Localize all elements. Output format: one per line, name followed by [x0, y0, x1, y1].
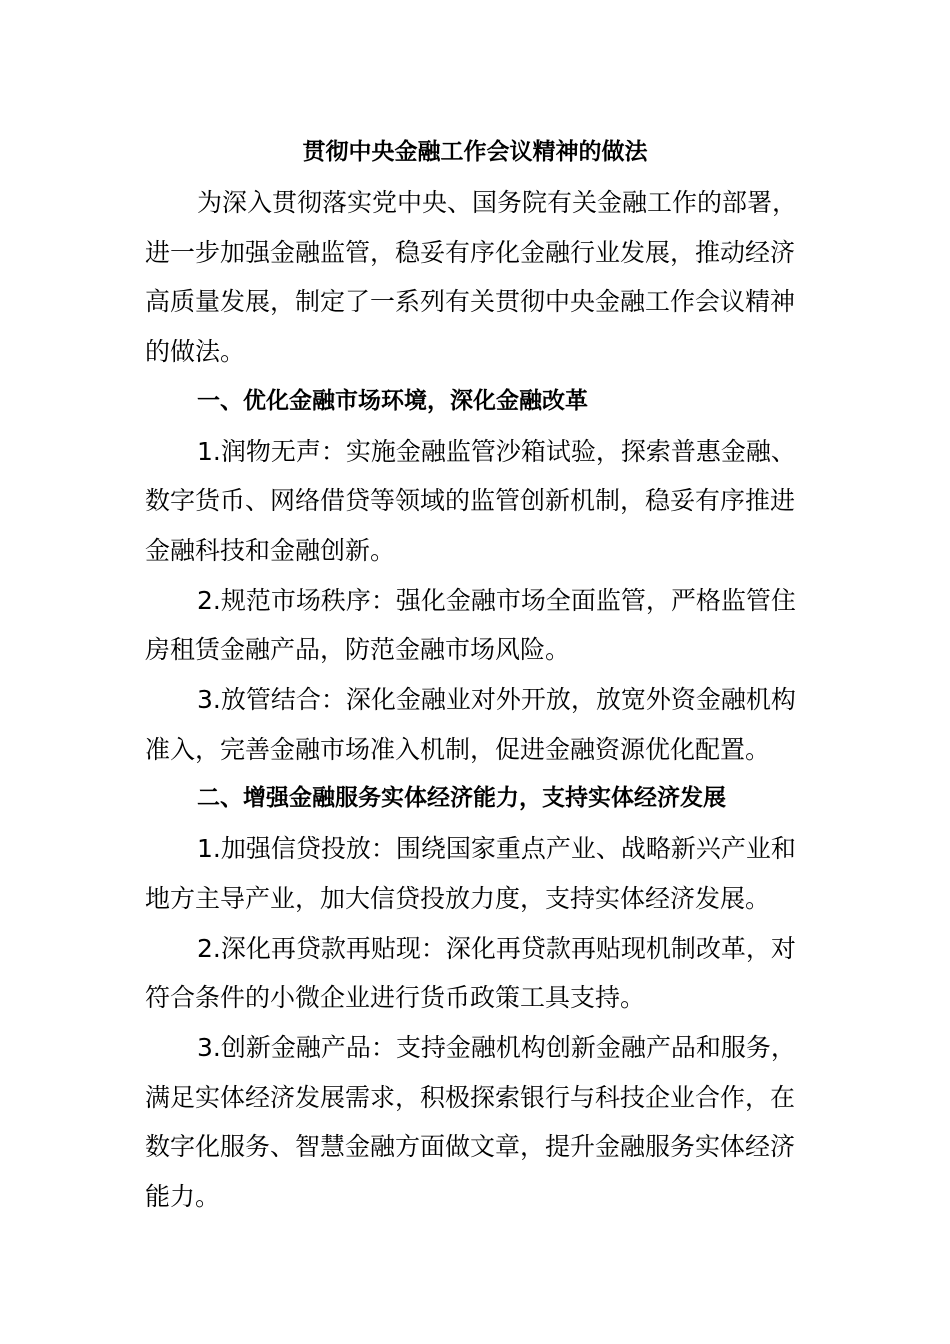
section-2-item-3: 3.创新金融产品：支持金融机构创新金融产品和服务，满足实体经济发展需求，积极探索银行与科技企业合作，在数字化服务、智慧金融方面做文章，提升金融服务实体经济能力。	[145, 1032, 796, 1212]
section-heading-2: 二、增强金融服务实体经济能力，支持实体经济发展	[197, 785, 726, 812]
section-1-item-3: 3.放管结合：深化金融业对外开放，放宽外资金融机构准入，完善金融市场准入机制，促进金融资源优化配置。	[145, 685, 796, 764]
section-heading-1: 一、优化金融市场环境，深化金融改革	[197, 387, 588, 414]
section-1-item-2: 2.规范市场秩序：强化金融市场全面监管，严格监管住房租赁金融产品，防范金融市场风险。	[145, 585, 796, 665]
document-body	[145, 178, 813, 1222]
intro-paragraph: 为深入贯彻落实党中央、国务院有关金融工作的部署，进一步加强金融监管，稳妥有序化金融行业发展，推动经济高质量发展，制定了一系列有关贯彻中央金融工作会议精神的做法。	[145, 188, 798, 367]
section-1-item-1: 1.润物无声：实施金融监管沙箱试验，探索普惠金融、数字货币、网络借贷等领域的监管创新机制，稳妥有序推进金融科技和金融创新。	[145, 436, 796, 565]
document-title: 贯彻中央金融工作会议精神的做法	[302, 139, 648, 165]
section-2-item-2: 2.深化再贷款再贴现：深化再贷款再贴现机制改革，对符合条件的小微企业进行货币政策工具支持。	[145, 933, 796, 1013]
section-2-item-1: 1.加强信贷投放：围绕国家重点产业、战略新兴产业和地方主导产业，加大信贷投放力度，支持实体经济发展。	[145, 834, 796, 913]
